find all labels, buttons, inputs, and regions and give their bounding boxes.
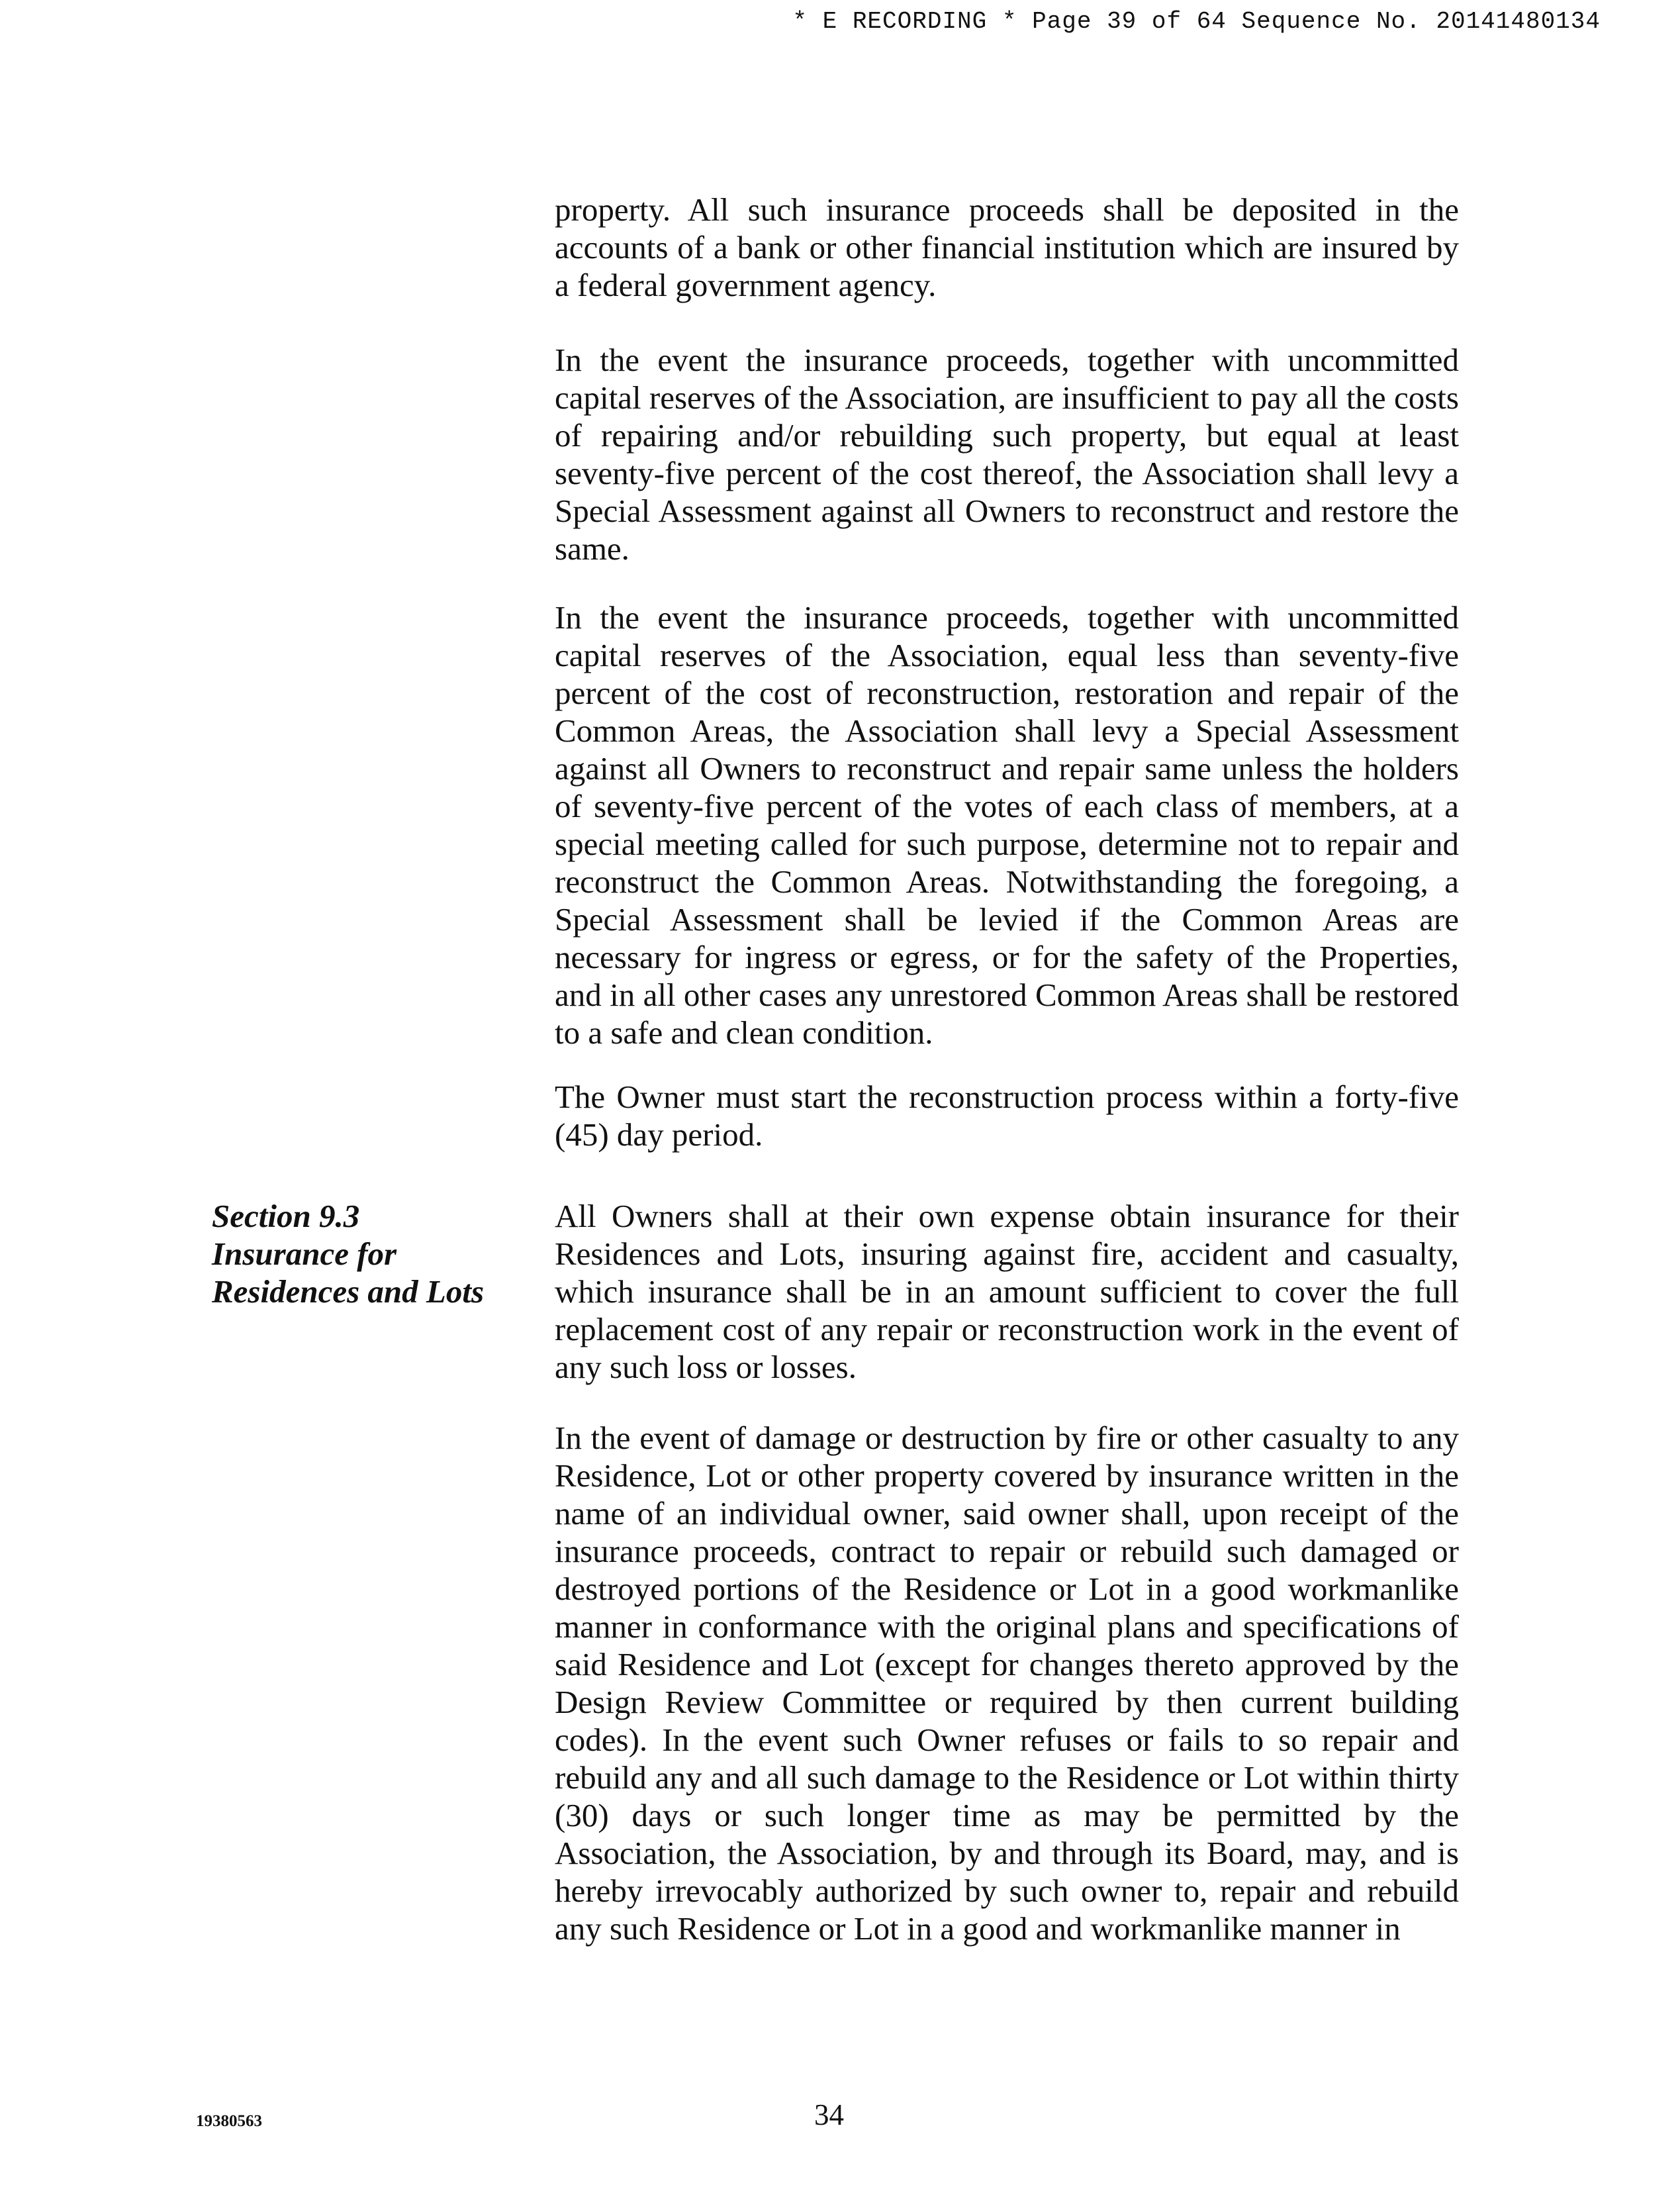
paragraph-text: In the event the insurance proceeds, together with uncommitted capital reserves of the Association, are insufficient to pay all the costs of repairing and/or rebuilding such property, but equal at least seventy-five percent of the cost thereof, the Association shall levy a Special Assessment against all Owners to reconstruct and restore the same.	[555, 342, 1459, 567]
section-number: Section 9.3	[212, 1198, 360, 1234]
recording-header: * E RECORDING * Page 39 of 64 Sequence No. 20141480134	[792, 8, 1601, 35]
paragraph-damage-destruction	[555, 1419, 1459, 1947]
paragraph-text: In the event the insurance proceeds, together with uncommitted capital reserves of the Association, equal less than seventy-five percent of the cost of reconstruction, restoration and repair of the Common Areas, the Association shall levy a Special Assessment against all Owners to reconstruct and repair same unless the holders of seventy-five percent of the votes of each class of members, at a special meeting called for such purpose, determine not to repair and reconstruct the Common Areas. Notwithstanding the foregoing, a Special Assessment shall be levied if the Common Areas are necessary for ingress or egress, or for the safety of the Properties, and in all other cases any unrestored Common Areas shall be restored to a safe and clean condition.	[555, 599, 1459, 1051]
section-title-line: Residences and Lots	[212, 1273, 485, 1310]
paragraph-owner-insurance	[555, 1197, 1459, 1386]
paragraph-text: All Owners shall at their own expense obtain insurance for their Residences and Lots, insuring against fire, accident and casualty, which insurance shall be in an amount sufficient to cover the full replacement cost of any repair or reconstruction work in the event of any such loss or losses.	[555, 1198, 1459, 1385]
section-heading	[212, 1197, 530, 1310]
paragraph-less-than-seventy-five	[555, 599, 1459, 1051]
paragraph-text: property. All such insurance proceeds shall be deposited in the accounts of a bank or other financial institution which are insured by a federal government agency.	[555, 191, 1459, 303]
paragraph-text: The Owner must start the reconstruction process within a forty-five (45) day period.	[555, 1079, 1459, 1153]
paragraph-deposit	[555, 191, 1459, 304]
paragraph-insufficient-proceeds	[555, 341, 1459, 567]
paragraph-text: In the event of damage or destruction by fire or other casualty to any Residence, Lot or other property covered by insurance written in the name of an individual owner, said owner shall, upon receipt of the insurance proceeds, contract to repair or rebuild such damaged or destroyed portions of the Residence or Lot in a good workmanlike manner in conformance with the original plans and specifications of said Residence and Lot (except for changes thereto approved by the Design Review Committee or required by then current building codes). In the event such Owner refuses or fails to so repair and rebuild any and all such damage to the Residence or Lot within thirty (30) days or such longer time as may be permitted by the Association, the Association, by and through its Board, may, and is hereby irrevocably authorized by such owner to, repair and rebuild any such Residence or Lot in a good and workmanlike manner in	[555, 1420, 1459, 1947]
document-id: 19380563	[196, 2112, 262, 2130]
page-number: 34	[814, 2098, 844, 2131]
paragraph-reconstruction-start	[555, 1078, 1459, 1153]
section-title-line: Insurance for	[212, 1236, 397, 1272]
